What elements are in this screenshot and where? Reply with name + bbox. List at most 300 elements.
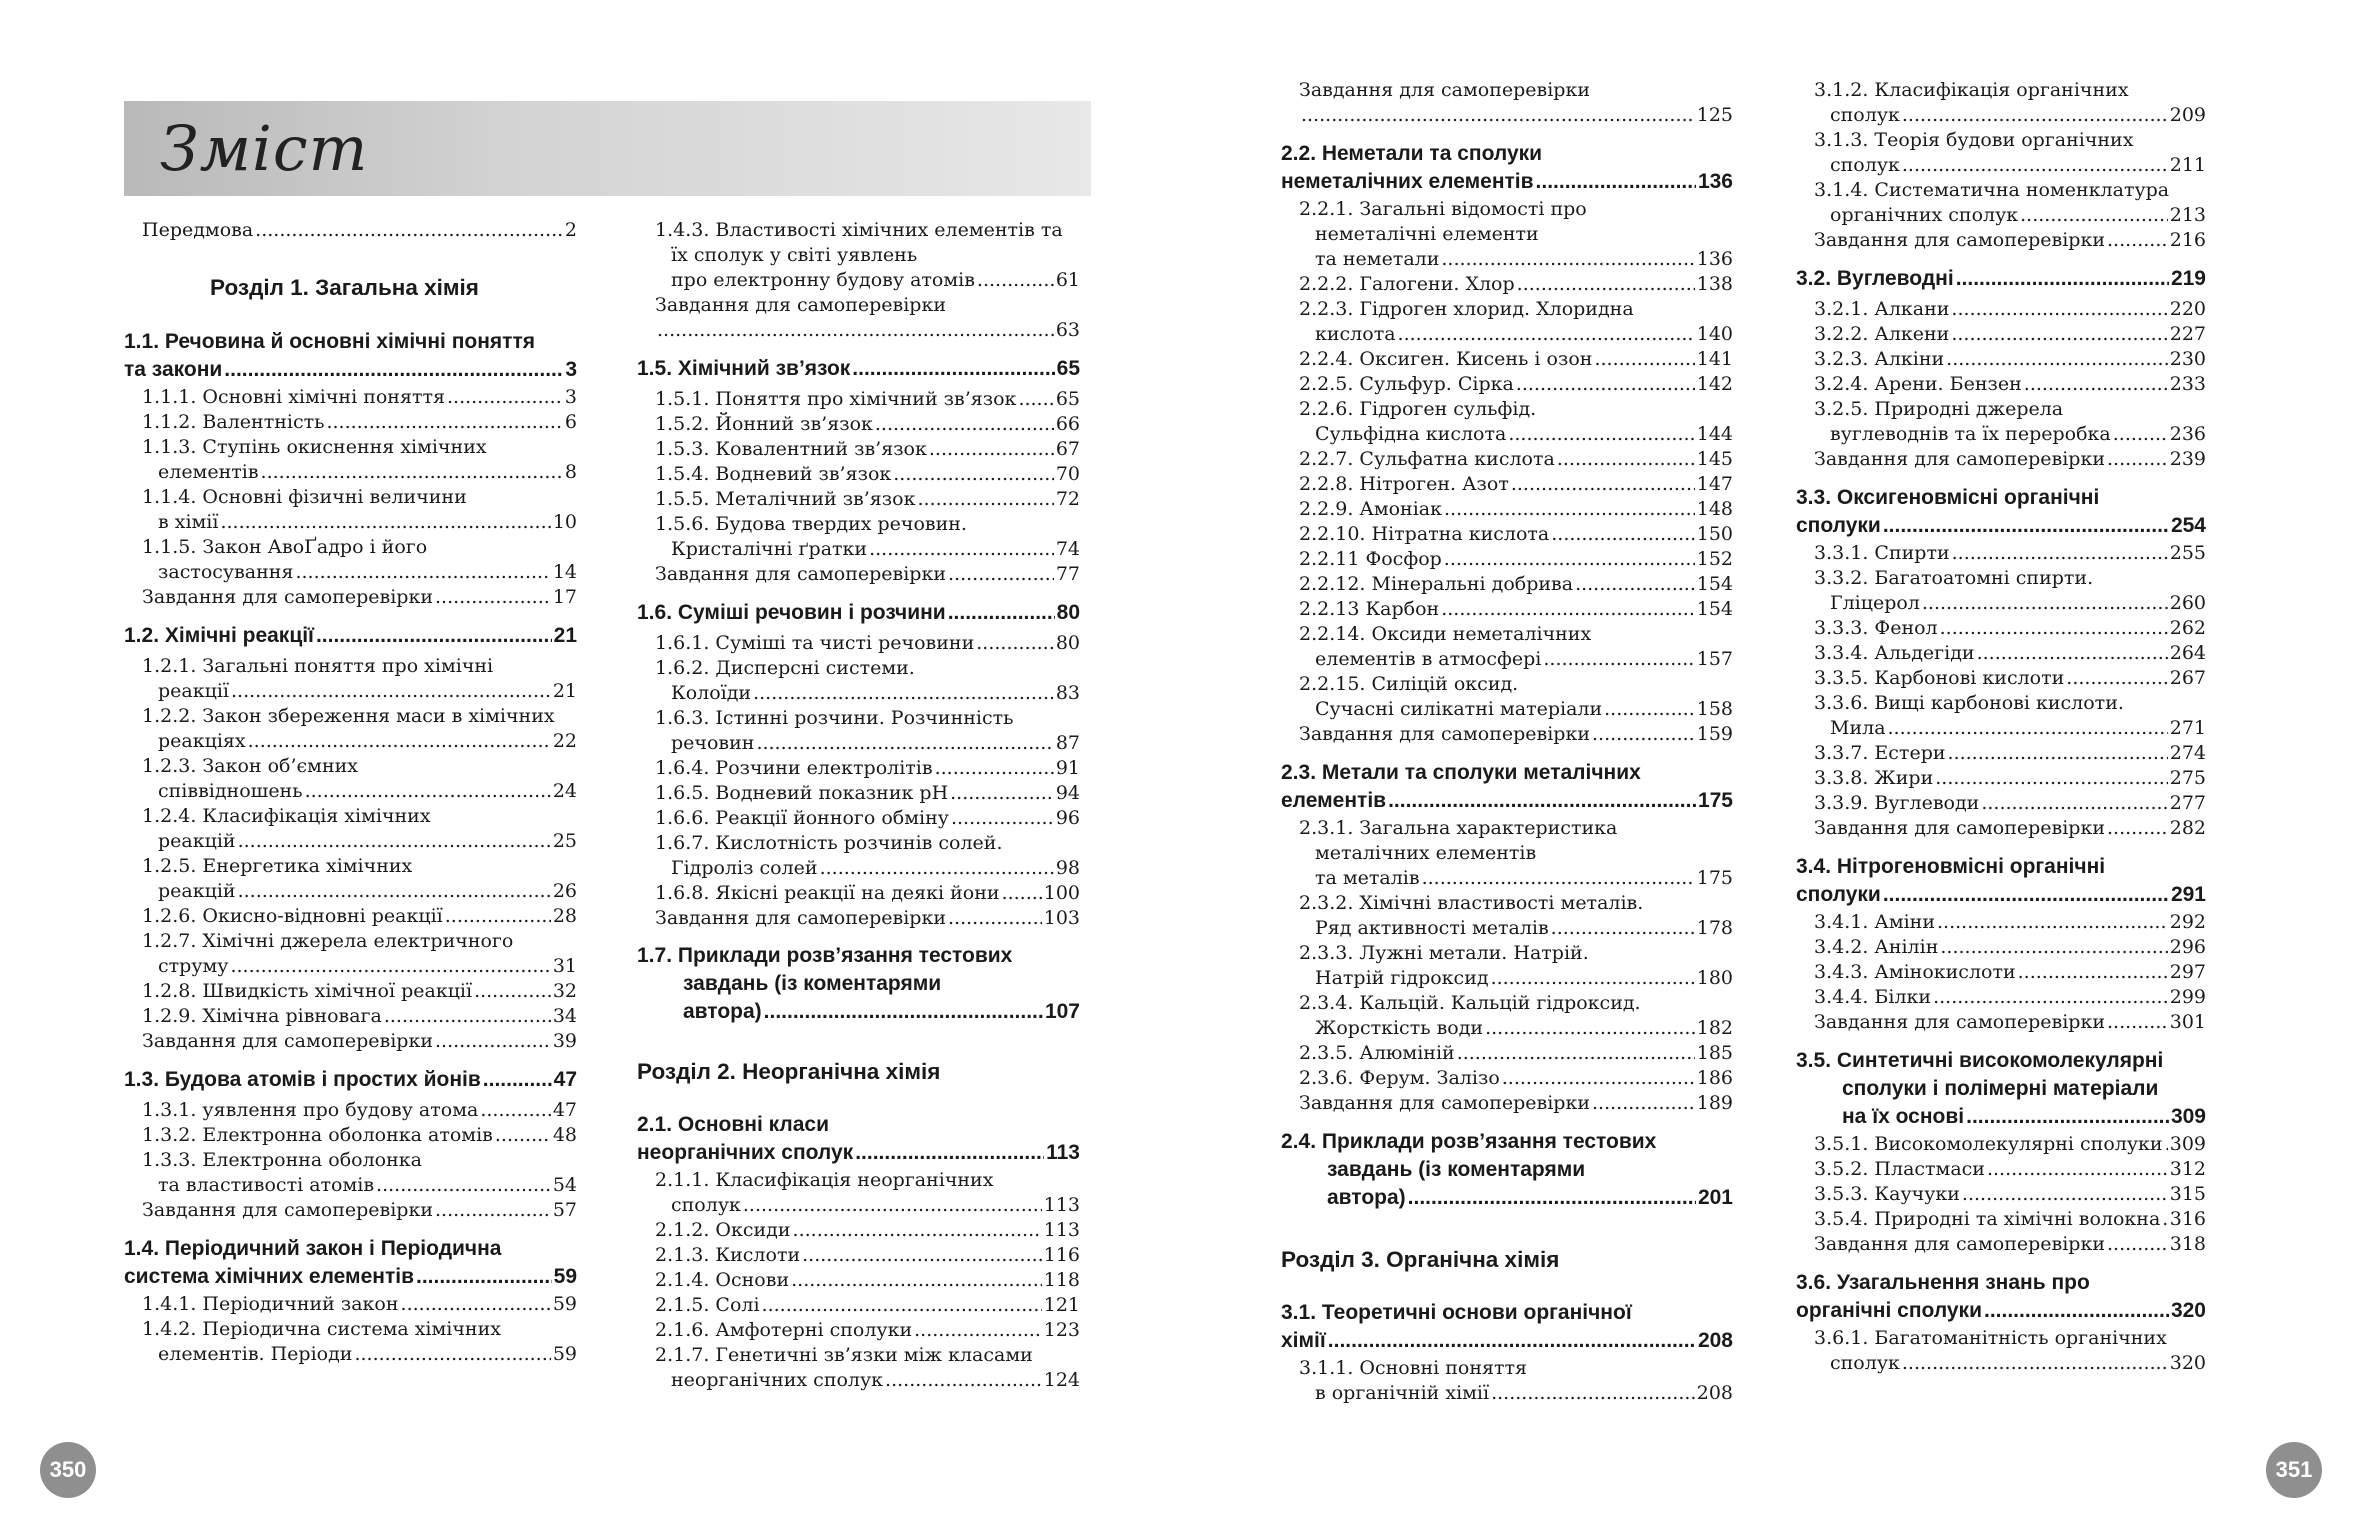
toc-entry-line [1814, 78, 2206, 103]
toc-entry-text: сполуки [1796, 882, 1881, 906]
toc-page-number: 220 [2169, 298, 2206, 320]
toc-page-number: 312 [2169, 1158, 2206, 1180]
toc-page-number: 236 [2169, 423, 2206, 445]
toc-chapter-entry [637, 355, 1080, 383]
toc-entry-line [1814, 1326, 2206, 1351]
toc-entry [1299, 1041, 1733, 1066]
dot-leader [929, 437, 1054, 462]
toc-entry-line [142, 654, 577, 679]
toc-entry-line [142, 679, 577, 704]
toc-entry-line [655, 906, 1080, 931]
dot-leader [1935, 766, 2167, 791]
dot-leader [1937, 910, 2168, 935]
toc-entry [655, 781, 1080, 806]
toc-entry-line [1299, 347, 1733, 372]
toc-entry-text: Завдання для самоперевірки [1814, 817, 2106, 839]
toc-entry-text: 1.1.1. Основні хімічні поняття [142, 386, 445, 408]
toc-entry-line [142, 704, 577, 729]
toc-page-number: 65 [1055, 388, 1080, 410]
toc-entry-text: струму [158, 955, 229, 977]
toc-entry-text: про електронну будову атомів [671, 269, 975, 291]
toc-entry-text: органічні сполуки [1796, 1298, 1982, 1322]
toc-entry-text: 3.1.4. Систематична номенклатура [1814, 179, 2170, 201]
toc-page-number: 291 [2170, 882, 2206, 906]
toc-entry [655, 756, 1080, 781]
toc-entry-text: 1.2.7. Хімічні джерела електричного [142, 930, 514, 952]
toc-entry-line [1814, 641, 2206, 666]
toc-entry [1814, 228, 2206, 253]
toc-page-number: 116 [1043, 1244, 1080, 1266]
toc-entry-text: 1.1.4. Основні фізичні величини [142, 486, 467, 508]
toc-entry-line [655, 293, 1080, 318]
toc-entry [655, 437, 1080, 462]
toc-entry-line [1299, 197, 1733, 222]
toc-entry-text: 1.6.1. Суміші та чисті речовини [655, 632, 975, 654]
toc-entry-line [1814, 716, 2206, 741]
toc-entry-text: 1.1. Речовина й основні хімічні поняття [124, 329, 535, 353]
toc-entry-text: 3.4. Нітрогеновмісні органічні [1796, 854, 2106, 878]
dot-leader [1902, 153, 2168, 178]
toc-entry-line [142, 585, 577, 610]
dot-leader [791, 1268, 1042, 1293]
toc-entry-text: 3.4.3. Амінокислоти [1814, 961, 2016, 983]
toc-entry-line [1814, 1157, 2206, 1182]
toc-entry [1814, 397, 2206, 447]
toc-page-number: 3 [565, 357, 577, 381]
toc-entry-line [1299, 622, 1733, 647]
toc-page-number: 141 [1696, 348, 1733, 370]
toc-entry-line [142, 460, 577, 485]
toc-entry-line [655, 1243, 1080, 1268]
dot-leader [2107, 447, 2168, 472]
toc-entry-text: 1.6.8. Якісні реакції на деякі йони [655, 882, 1000, 904]
toc-page-number: 103 [1043, 907, 1080, 929]
toc-entry-line [655, 831, 1080, 856]
toc-entry-line [1814, 910, 2206, 935]
toc-page-number: 2 [564, 219, 577, 241]
dot-leader [948, 562, 1054, 587]
toc-entry-text: 1.6.4. Розчини електролітів [655, 757, 933, 779]
toc-entry-line [142, 904, 577, 929]
toc-entry [142, 1098, 577, 1123]
toc-entry-line [142, 1173, 577, 1198]
toc-entry-line [142, 435, 577, 460]
dot-leader [1940, 616, 2168, 641]
toc-chapter-entry [1796, 265, 2206, 293]
toc-entry-line [1299, 103, 1733, 128]
toc-entry [1814, 322, 2206, 347]
toc-page-number: 208 [1696, 1382, 1733, 1404]
toc-entry-text: 3.3.7. Естери [1814, 742, 1946, 764]
toc-entry-line [655, 656, 1080, 681]
toc-entry [1814, 641, 2206, 666]
toc-entry-text: завдань (із коментарями [1327, 1157, 1586, 1181]
dot-leader [1551, 522, 1695, 547]
toc-page-number: 25 [552, 830, 577, 852]
toc-entry-line [655, 487, 1080, 512]
toc-page-number: 274 [2169, 742, 2206, 764]
dot-leader [295, 560, 550, 585]
toc-entry-text: 3.3.2. Багатоатомні спирти. [1814, 567, 2094, 589]
toc-page-number: 59 [553, 1264, 577, 1288]
toc-entry-line [142, 979, 577, 1004]
dot-leader [231, 679, 551, 704]
toc-entry-line [655, 1218, 1080, 1243]
toc-page-number: 264 [2169, 642, 2206, 664]
dot-leader [1517, 272, 1695, 297]
toc-entry [1299, 941, 1733, 991]
toc-entry [1814, 128, 2206, 178]
toc-entry-line [1796, 1103, 2206, 1131]
toc-page-number: 142 [1696, 373, 1733, 395]
toc-entry-text: сполук [671, 1194, 741, 1216]
toc-entry-line [1814, 541, 2206, 566]
toc-chapter-entry [1796, 484, 2206, 540]
toc-entry-line [1814, 935, 2206, 960]
dot-leader [435, 1029, 551, 1054]
toc-entry-line [142, 779, 577, 804]
toc-page-number: 17 [552, 586, 577, 608]
toc-entry-line [1299, 1381, 1733, 1406]
toc-entry [142, 704, 577, 754]
toc-entry-line [655, 856, 1080, 881]
toc-page-number: 77 [1055, 563, 1080, 585]
toc-page-number: 96 [1055, 807, 1080, 829]
toc-entry-line [1281, 140, 1733, 168]
toc-page-number: 34 [552, 1005, 577, 1027]
toc-entry [1814, 1010, 2206, 1035]
dot-leader [1002, 881, 1042, 906]
toc-page-number: 189 [1696, 1092, 1733, 1114]
dot-leader [2107, 1232, 2168, 1257]
toc-page-number: 107 [1044, 999, 1080, 1023]
toc-entry-line [655, 1318, 1080, 1343]
toc-entry-text: 2.3.5. Алюміній [1299, 1042, 1455, 1064]
toc-entry-line [1814, 666, 2206, 691]
toc-page-number: 180 [1696, 967, 1733, 989]
toc-page-number: 113 [1043, 1219, 1080, 1241]
toc-entry-text: Завдання для самоперевірки [142, 1199, 434, 1221]
toc-entry-line [637, 998, 1080, 1026]
toc-entry [1299, 891, 1733, 941]
toc-entry [1299, 472, 1733, 497]
toc-entry [655, 656, 1080, 706]
toc-entry-line [142, 218, 577, 243]
toc-entry-text: 1.3.2. Електронна оболонка атомів [142, 1124, 493, 1146]
dot-leader [893, 462, 1054, 487]
toc-entry [142, 218, 577, 243]
toc-entry-line [1299, 597, 1733, 622]
toc-page-number: 80 [1056, 600, 1080, 624]
toc-entry-text: Завдання для самоперевірки [1299, 1092, 1591, 1114]
toc-entry-line [1299, 697, 1733, 722]
toc-entry [655, 293, 1080, 343]
toc-entry [1299, 522, 1733, 547]
dot-leader [1902, 1351, 2168, 1376]
dot-leader [255, 218, 563, 243]
toc-entry [142, 535, 577, 585]
dot-leader [1551, 916, 1695, 941]
dot-leader [914, 1318, 1042, 1343]
toc-entry-line [1299, 866, 1733, 891]
toc-page-number: 21 [552, 680, 577, 702]
dot-leader [1951, 322, 2167, 347]
toc-page-number: 47 [553, 1067, 577, 1091]
toc-entry-text: реакцій [158, 830, 236, 852]
toc-entry-line [1814, 178, 2206, 203]
toc-page-number: 320 [2169, 1352, 2206, 1374]
toc-entry-line [1281, 168, 1733, 196]
toc-entry-text: та властивості атомів [158, 1174, 375, 1196]
section-heading [210, 274, 577, 302]
toc-page-number: 98 [1055, 857, 1080, 879]
toc-entry [1814, 1232, 2206, 1257]
toc-entry-line [1299, 841, 1733, 866]
toc-entry-line [1796, 1297, 2206, 1325]
toc-entry-text: 2.2.13 Карбон [1299, 598, 1440, 620]
toc-entry-text: Розділ 2. Неорганічна хімія [637, 1058, 941, 1084]
toc-entry-text: Натрій гідроксид [1315, 967, 1489, 989]
toc-entry [1814, 691, 2206, 741]
toc-page-number: 147 [1696, 473, 1733, 495]
toc-entry-text: 1.5. Хімічний зв’язок [637, 356, 851, 380]
toc-chapter-entry [124, 622, 577, 650]
toc-entry [1814, 1207, 2206, 1232]
toc-entry-line [1299, 447, 1733, 472]
toc-page-number: 275 [2169, 767, 2206, 789]
toc-entry-line [1814, 228, 2206, 253]
toc-entry [655, 631, 1080, 656]
dot-leader [1018, 387, 1053, 412]
toc-entry-line [1299, 647, 1733, 672]
toc-entry-text: Завдання для самоперевірки [142, 586, 434, 608]
dot-leader [480, 1098, 550, 1123]
dot-leader [885, 1368, 1042, 1393]
toc-entry-line [1299, 497, 1733, 522]
toc-entry-text: 3.5.4. Природні та хімічні волокна [1814, 1208, 2161, 1230]
toc-entry-line [1281, 759, 1733, 787]
toc-entry-text: 1.2.4. Класифікація хімічних [142, 805, 431, 827]
toc-entry-text: Розділ 1. Загальна хімія [210, 274, 479, 300]
dot-leader [447, 385, 563, 410]
dot-leader [224, 356, 563, 384]
toc-entry [142, 1029, 577, 1054]
toc-entry [142, 1317, 577, 1367]
toc-page-number: 262 [2169, 617, 2206, 639]
toc-entry [1814, 1157, 2206, 1182]
toc-entry [1814, 347, 2206, 372]
toc-entry-text: неорганічних сполук [671, 1369, 884, 1391]
toc-entry-text: 1.2.5. Енергетика хімічних [142, 855, 413, 877]
toc-entry-text: 2.2.3. Гідроген хлорид. Хлоридна [1299, 298, 1634, 320]
toc-entry-text: 2.2.4. Оксиген. Кисень і озон [1299, 348, 1593, 370]
toc-entry-text: Завдання для самоперевірки [1814, 1011, 2106, 1033]
toc-entry-text: 2.4. Приклади розв’язання тестових [1281, 1129, 1657, 1153]
dot-leader [1444, 547, 1695, 572]
dot-leader [1948, 741, 2168, 766]
toc-entry [1299, 597, 1733, 622]
toc-entry-text: 3.6.1. Багатоманітність органічних [1814, 1327, 2167, 1349]
toc-page-number: 80 [1055, 632, 1080, 654]
section-heading [1281, 1246, 1733, 1274]
dot-leader [495, 1123, 551, 1148]
toc-entry-text: Передмова [142, 219, 254, 241]
toc-entry [1299, 1091, 1733, 1116]
toc-entry-text: на їх основі [1842, 1104, 1965, 1128]
toc-entry-line [655, 243, 1080, 268]
toc-entry-line [124, 1235, 577, 1263]
dot-leader [869, 537, 1054, 562]
toc-page-number: 136 [1697, 169, 1733, 193]
toc-page-number: 150 [1696, 523, 1733, 545]
toc-page-number: 31 [552, 955, 577, 977]
toc-chapter-entry [124, 1235, 577, 1291]
toc-entry-text: 3.3.9. Вуглеводи [1814, 792, 1980, 814]
dot-leader [820, 856, 1054, 881]
dot-leader [1594, 347, 1694, 372]
toc-entry [142, 385, 577, 410]
toc-entry-line [1796, 853, 2206, 881]
toc-entry-text: 2.2.7. Сульфатна кислота [1299, 448, 1555, 470]
toc-page-number: 152 [1696, 548, 1733, 570]
toc-entry-text: 3.3.4. Альдегіди [1814, 642, 1975, 664]
toc-entry-text: 3.5.3. Каучуки [1814, 1183, 1960, 1205]
toc-entry-line [142, 829, 577, 854]
toc-entry-text: Гліцерол [1830, 592, 1920, 614]
dot-leader [384, 1004, 551, 1029]
toc-page-number: 22 [552, 730, 577, 752]
toc-entry-text: реакціях [158, 730, 246, 752]
toc-entry-line [1814, 447, 2206, 472]
toc-entry-line [142, 410, 577, 435]
dot-leader [1940, 935, 2167, 960]
toc-page-number: 140 [1696, 323, 1733, 345]
toc-entry-line [1281, 1184, 1733, 1212]
toc-entry-text: 1.5.4. Водневий зв’язок [655, 463, 892, 485]
toc-entry-text: 1.1.5. Закон АвоҐадро і його [142, 536, 428, 558]
toc-entry-text: 2.1.4. Основи [655, 1269, 790, 1291]
toc-entry-text: 1.6.3. Істинні розчини. Розчинність [655, 707, 1014, 729]
toc-entry-text: Завдання для самоперевірки [655, 907, 947, 929]
toc-entry-text: 2.2.5. Сульфур. Сірка [1299, 373, 1514, 395]
toc-entry-line [1814, 591, 2206, 616]
toc-entry-text: Ряд активності металів [1315, 917, 1549, 939]
dot-leader [220, 510, 550, 535]
toc-entry-text: Завдання для самоперевірки [1299, 79, 1591, 101]
toc-entry-line [637, 942, 1080, 970]
dot-leader [1328, 1327, 1696, 1355]
dot-leader [2107, 228, 2168, 253]
dot-leader [1511, 472, 1695, 497]
toc-page-number: 125 [1696, 104, 1733, 126]
toc-page-number: 233 [2169, 373, 2206, 395]
toc-entry-text: неметалічних елементів [1281, 169, 1534, 193]
toc-entry-text: Завдання для самоперевірки [655, 563, 947, 585]
toc-entry-line [1796, 1047, 2206, 1075]
toc-page-number: 118 [1043, 1269, 1080, 1291]
toc-page-number: 315 [2169, 1183, 2206, 1205]
toc-entry [142, 485, 577, 535]
toc-entry [1814, 78, 2206, 128]
toc-entry [655, 831, 1080, 881]
dot-leader [753, 681, 1054, 706]
toc-chapter-entry [1796, 1269, 2206, 1325]
toc-chapter-entry [637, 942, 1080, 1026]
toc-entry-line [124, 1263, 577, 1291]
dot-leader [326, 410, 562, 435]
toc-entry [655, 1318, 1080, 1343]
dot-leader [1444, 497, 1695, 522]
toc-entry-line [655, 781, 1080, 806]
toc-entry-text: вуглеводнів та їх переробка [1830, 423, 2111, 445]
toc-page-number: 154 [1696, 573, 1733, 595]
toc-entry [142, 854, 577, 904]
toc-page-number: 6 [564, 411, 577, 433]
toc-page-number: 208 [1697, 1328, 1733, 1352]
toc-entry [1299, 372, 1733, 397]
toc-page-number: 136 [1696, 248, 1733, 270]
toc-entry-text: сполук [1830, 104, 1900, 126]
toc-entry [655, 487, 1080, 512]
toc-entry-text: та неметали [1315, 248, 1440, 270]
toc-entry [1299, 991, 1733, 1041]
toc-entry-text: 1.2.9. Хімічна рівновага [142, 1005, 382, 1027]
toc-page-number: 123 [1043, 1319, 1080, 1341]
toc-entry-text: 2.1.2. Оксиди [655, 1219, 791, 1241]
toc-entry-line [655, 1368, 1080, 1393]
toc-entry-text: 3.3.6. Вищі карбонові кислоти. [1814, 692, 2124, 714]
toc-page-number: 267 [2169, 667, 2206, 689]
toc-entry-text: Розділ 3. Органічна хімія [1281, 1246, 1560, 1272]
toc-entry [655, 562, 1080, 587]
toc-entry-text: 2.2.6. Гідроген сульфід. [1299, 398, 1537, 420]
toc-entry-line [1299, 891, 1733, 916]
toc-entry-line [655, 706, 1080, 731]
toc-entry [655, 1168, 1080, 1218]
toc-entry-line [655, 806, 1080, 831]
toc-entry-line [142, 1029, 577, 1054]
toc-page-number: 63 [1055, 319, 1080, 341]
toc-entry [1299, 572, 1733, 597]
toc-entry-text: 2.2.8. Нітроген. Азот [1299, 473, 1509, 495]
toc-entry-line [142, 485, 577, 510]
toc-entry-text: реакцій [158, 880, 236, 902]
toc-entry [142, 904, 577, 929]
toc-entry-line [1299, 272, 1733, 297]
toc-page-number: 299 [2169, 986, 2206, 1008]
toc-entry-line [210, 274, 577, 302]
toc-page-number: 211 [2169, 154, 2206, 176]
toc-entry-text: в хімії [158, 511, 219, 533]
toc-entry [142, 435, 577, 485]
toc-entry-line [1299, 547, 1733, 572]
toc-entry [1814, 541, 2206, 566]
toc-page-number: 65 [1056, 356, 1080, 380]
toc-entry [1299, 397, 1733, 447]
toc-entry-line [655, 387, 1080, 412]
dot-leader [1946, 347, 2168, 372]
toc-entry [1814, 1182, 2206, 1207]
toc-entry-line [1281, 1128, 1733, 1156]
toc-entry-text: 2.1.3. Кислоти [655, 1244, 801, 1266]
dot-leader [977, 268, 1054, 293]
toc-entry-text: та закони [124, 357, 223, 381]
toc-entry-text: 3.5.1. Високомолекулярні сполуки [1814, 1133, 2163, 1155]
toc-entry-text: 1.2.6. Окисно-відновні реакції [142, 905, 443, 927]
toc-entry-line [142, 1123, 577, 1148]
dot-leader [762, 1293, 1042, 1318]
dot-leader [376, 1173, 551, 1198]
